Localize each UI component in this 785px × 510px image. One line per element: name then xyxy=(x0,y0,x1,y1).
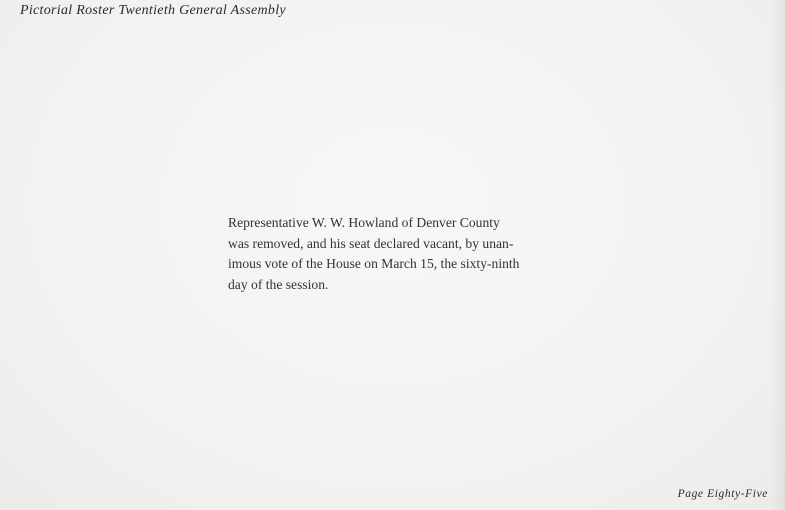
notice-line: was removed, and his seat declared vacant, by unan- xyxy=(228,235,514,251)
removal-notice-paragraph xyxy=(228,213,568,295)
notice-line: day of the session. xyxy=(228,276,329,292)
page-edge-shadow xyxy=(771,0,785,510)
notice-line: Representative W. W. Howland of Denver County xyxy=(228,215,500,230)
notice-line: imous vote of the House on March 15, the sixty-ninth xyxy=(228,256,520,271)
page-number: Page Eighty-Five xyxy=(677,488,768,500)
running-header-title: Pictorial Roster Twentieth General Assembly xyxy=(20,3,286,18)
